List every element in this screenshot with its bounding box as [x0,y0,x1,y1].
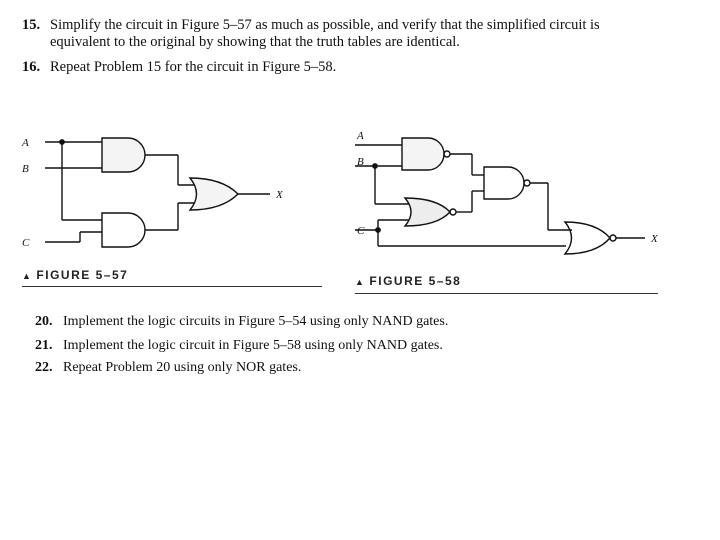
fig58-output-label: X [651,233,658,245]
problem-number: 20. [35,314,53,329]
problem-text-line1: Simplify the circuit in Figure 5–57 as much as possible, and verify that the simplified circuit is [50,17,600,33]
nand-gate-2-bubble [524,180,530,186]
nand-gate-1-bubble [444,151,450,157]
figure-5-58-caption [355,274,461,288]
or-gate [190,178,238,210]
caption-divider [355,293,658,294]
fig57-input-a-label: A [22,137,29,149]
problem-21 [35,337,443,354]
caption-triangle-icon: ▲ [355,277,366,287]
fig57-input-b-label: B [22,163,29,175]
fig58-input-a-label: A [357,130,364,142]
problem-text: Repeat Problem 20 using only NOR gates. [63,360,302,375]
final-nor-gate [565,222,610,254]
caption-triangle-icon: ▲ [22,271,33,281]
fig58-input-b-label: B [357,156,364,168]
problem-text-line2: equivalent to the original by showing that the truth tables are identical. [50,34,460,50]
fig57-input-c-label: C [22,237,30,249]
figure-5-57-caption [22,268,128,282]
figure-5-57-diagram [45,138,270,247]
nor-gate [405,198,450,226]
problem-number: 15. [22,17,41,33]
problem-number: 22. [35,360,53,375]
figure-caption-text: FIGURE 5–58 [369,274,462,288]
problem-20 [35,313,448,330]
problem-text: Implement the logic circuits in Figure 5–54 using only NAND gates. [63,314,449,329]
and-gate-2 [102,213,145,247]
caption-divider [22,286,322,287]
figure-5-58-diagram [355,138,645,254]
fig58-input-c-label: C [357,225,365,237]
nand-gate-2 [484,167,524,199]
nand-gate-1 [402,138,444,170]
problem-text: Repeat Problem 15 for the circuit in Figure 5–58. [50,59,337,75]
fig57-output-label: X [276,189,283,201]
problem-number: 16. [22,59,41,75]
problem-number: 21. [35,338,53,353]
problem-22 [35,359,301,376]
and-gate-1 [102,138,145,172]
figure-caption-text: FIGURE 5–57 [36,268,129,282]
problem-text: Implement the logic circuit in Figure 5–58 using only NAND gates. [63,338,443,353]
